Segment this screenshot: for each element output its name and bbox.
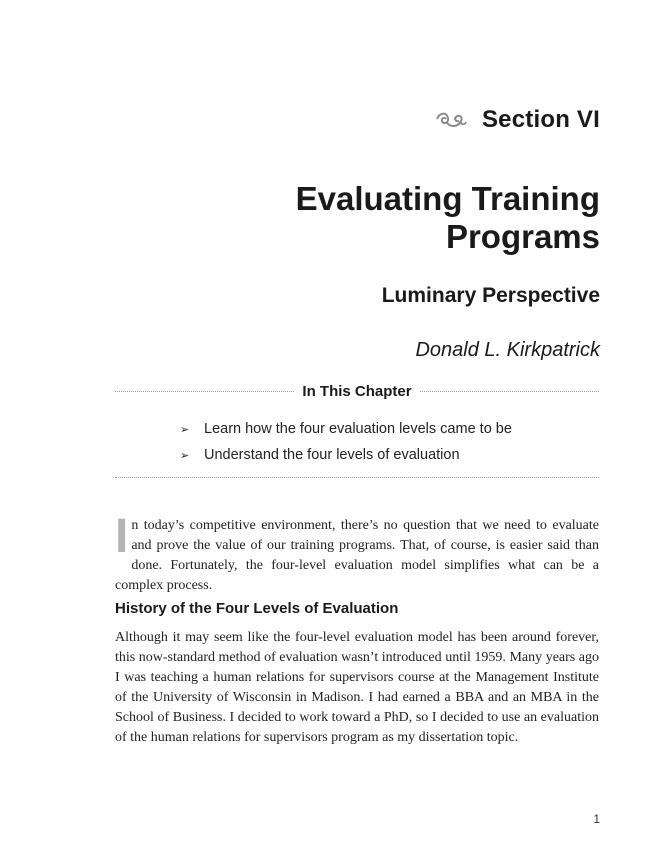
arrowhead-bullet-icon: ➢: [180, 449, 190, 462]
history-paragraph: Although it may seem like the four-level evaluation model has been around forever, this now-standard method of evaluation wasn’t introduced until 1959. Many years ago I was teaching a human relations for supervisors course at the Management Institute of the University of Wisconsin in Madison. I had earned a BBA and an MBA in the School of Business. I decided to work toward a PhD, so I decided to use an evaluation of the human relations for supervisors program as my dissertation topic.: [115, 630, 599, 745]
drop-cap: I: [115, 510, 129, 563]
in-this-chapter-box: [115, 380, 599, 478]
section-label: Section VI: [481, 106, 600, 133]
fleuron-icon: [434, 110, 468, 130]
box-bottom-rule: [115, 477, 599, 478]
arrowhead-bullet-icon: ➢: [180, 423, 190, 436]
dotted-rule-left: [115, 391, 294, 392]
author-name: Donald L. Kirkpatrick: [415, 339, 600, 361]
section-header: [434, 106, 600, 134]
in-this-chapter-heading: In This Chapter: [302, 382, 412, 400]
list-item: [180, 416, 599, 442]
objective-text: Learn how the four evaluation levels came to be: [204, 421, 512, 437]
dotted-rule-right: [420, 391, 599, 392]
objective-text: Understand the four levels of evaluation: [204, 447, 460, 463]
list-item: [180, 442, 599, 468]
chapter-title: Evaluating Training Programs: [295, 180, 600, 255]
objectives-list: [115, 416, 599, 468]
perspective-subtitle: Luminary Perspective: [381, 284, 600, 307]
box-top-rule: [115, 380, 599, 402]
history-heading: History of the Four Levels of Evaluation: [115, 600, 399, 617]
intro-text: n today’s competitive environment, there’s no question that we need to evaluate and prove the value of our training programs. That, of course, is easier said than done. Fortunately, the four-level evaluation model simplifies what can be a complex process.: [115, 518, 599, 593]
intro-paragraph: [115, 510, 599, 596]
page-number: 1: [593, 812, 600, 826]
